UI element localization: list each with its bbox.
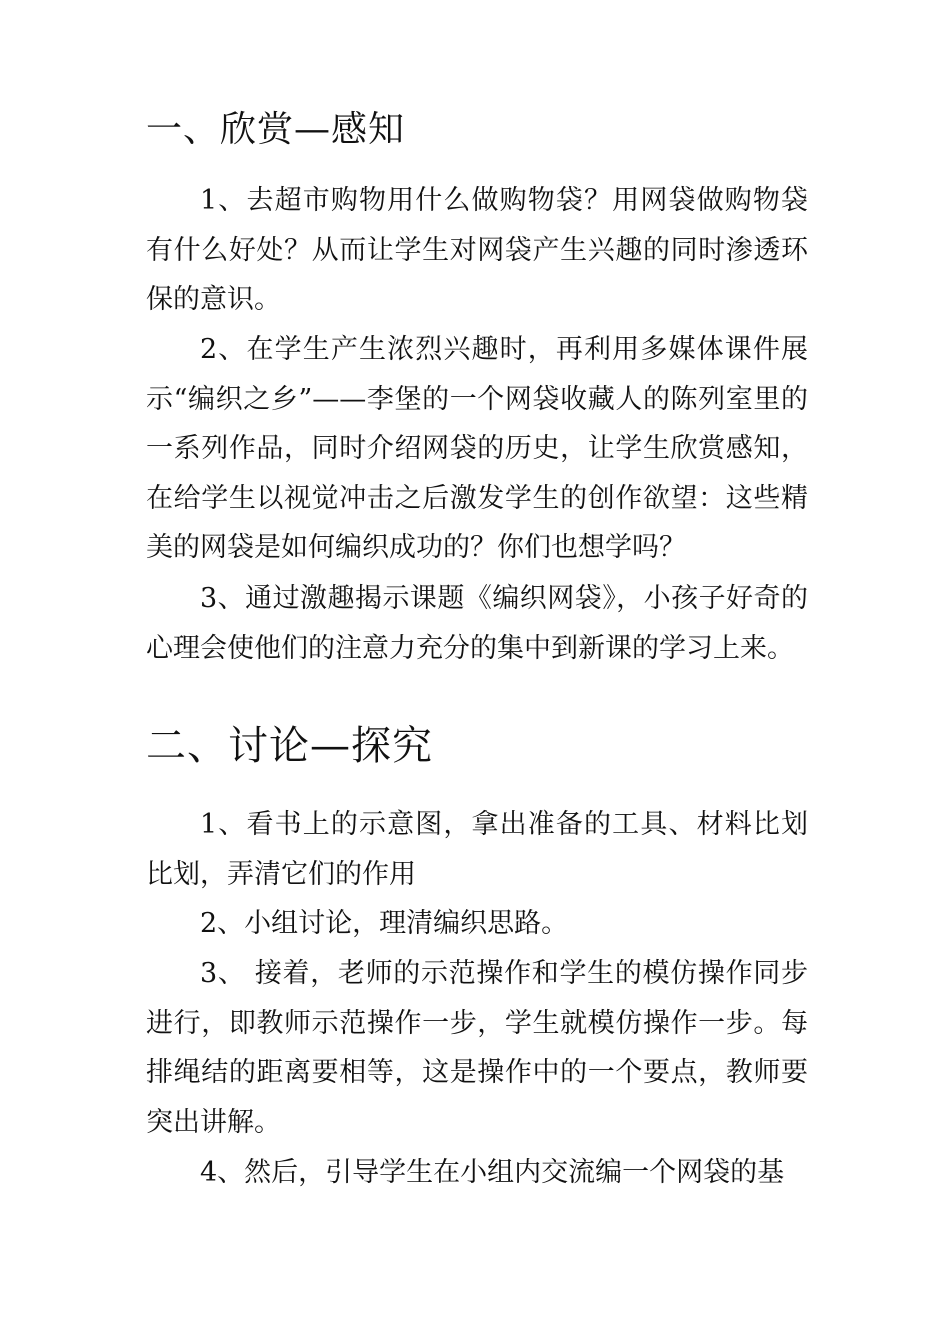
paragraph: 1、去超市购物用什么做购物袋？用网袋做购物袋有什么好处？从而让学生对网袋产生兴趣的同时渗透环保的意识。	[146, 185, 808, 316]
paragraph: 2、在学生产生浓烈兴趣时，再利用多媒体课件展示“编织之乡”——李堡的一个网袋收藏人的陈列室里的一系列作品，同时介绍网袋的历史，让学生欣赏感知，在给学生以视觉冲击之后激发学生的创作欲望：这些精美的网袋是如何编织成功的？你们也想学吗？	[146, 334, 808, 564]
paragraph: 2、小组讨论，理清编织思路。	[200, 908, 569, 939]
paragraph: 4、然后，引导学生在小组内交流编一个网袋的基	[200, 1157, 785, 1188]
section-heading-appreciation: 一、欣赏—感知	[146, 109, 406, 150]
paragraph: 3、 接着，老师的示范操作和学生的模仿操作同步进行，即教师示范操作一步，学生就模仿操作一步。每排绳结的距离要相等，这是操作中的一个要点，教师要突出讲解。	[146, 958, 808, 1138]
paragraph: 1、看书上的示意图，拿出准备的工具、材料比划比划，弄清它们的作用	[146, 809, 808, 890]
paragraph: 3、通过激趣揭示课题《编织网袋》，小孩子好奇的心理会使他们的注意力充分的集中到新课的学习上来。	[146, 583, 808, 664]
section-heading-discussion: 二、讨论—探究	[146, 723, 433, 769]
